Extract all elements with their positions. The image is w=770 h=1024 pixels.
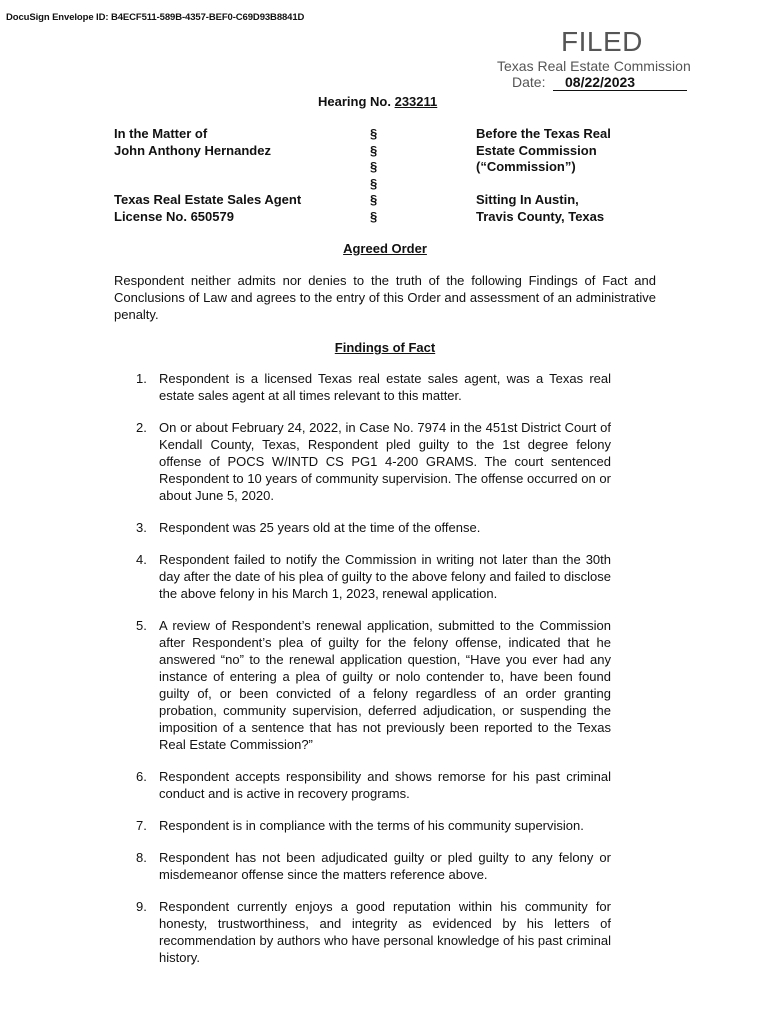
license-type: Texas Real Estate Sales Agent [114,192,302,207]
section-symbols [370,126,377,225]
hearing-label: Hearing No. [318,94,391,109]
hearing-number-line [318,94,437,109]
caption-right-line: Sitting In Austin, [476,192,579,207]
caption-tribunal [476,126,611,225]
respondent-name: John Anthony Hernandez [114,142,271,158]
caption-matter [114,126,301,225]
caption-right-line: Travis County, Texas [476,208,605,224]
caption-right-line: (“Commission”) [476,159,576,174]
section-symbol: § [370,192,378,207]
section-symbol: § [370,208,378,224]
filed-stamp-date-label: Date: [512,74,546,90]
finding-item: 5. A review of Respondent’s renewal application, submitted to the Commission after Respondent’s plea of guilty for the felony offense, indicated that he answered “no” to the renewal application question, “Have you ever had any instance of entering a plea of guilty or nolo contender to, have been found guilty of, or been convicted of a felony regardless of an order granting probation, community supervision, deferred adjudication, or suspending the imposition of a sentence that has not previously been reported to the Texas Real Estate Commission?” [136,618,611,752]
findings-title: Findings of Fact [334,340,436,355]
caption-right-line: Before the Texas Real [476,126,611,141]
section-symbol: § [370,142,378,158]
finding-item: 3. Respondent was 25 years old at the time of the offense. [136,520,481,535]
finding-item: 7. Respondent is in compliance with the terms of his community supervision. [136,818,584,833]
intro-paragraph: Respondent neither admits nor denies to the truth of the following Findings of Fact and Conclusions of Law and agrees to the entry of this Order and assessment of an administrative penalty. [114,273,656,322]
finding-item: 9. Respondent currently enjoys a good reputation within his community for honesty, trustworthiness, and integrity as evidenced by his letters of recommendation by authors who have personal knowledge of his past criminal history. [136,899,611,965]
finding-item: 4. Respondent failed to notify the Commission in writing not later than the 30th day after the date of his plea of guilty to the above felony and failed to disclose the above felony in his March 1, 2023, renewal application. [136,552,611,601]
section-symbol: § [370,175,378,191]
filed-stamp-title: FILED [561,26,643,57]
finding-item: 1. Respondent is a licensed Texas real estate sales agent, was a Texas real estate sales agent at all times relevant to this matter. [136,371,611,403]
envelope-id: DocuSign Envelope ID: B4ECF511-589B-4357-BEF0-C69D93B8841D [6,12,305,23]
filed-stamp-commission: Texas Real Estate Commission [497,58,691,74]
findings-list [114,370,611,981]
license-number: License No. 650579 [114,208,234,224]
section-symbol: § [370,126,378,141]
caption-right-line: Estate Commission [476,142,597,158]
hearing-number: 233211 [394,94,438,109]
section-symbol: § [370,159,378,174]
finding-item: 8. Respondent has not been adjudicated guilty or pled guilty to any felony or misdemeanor offense since the matters reference above. [136,850,611,882]
filed-stamp-date: 08/22/2023 [553,74,687,91]
caption-left-line: In the Matter of [114,126,208,141]
order-title: Agreed Order [343,241,427,256]
finding-item: 6. Respondent accepts responsibility and shows remorse for his past criminal conduct and is active in recovery programs. [136,769,611,801]
finding-item: 2. On or about February 24, 2022, in Case No. 7974 in the 451st District Court of Kendall County, Texas, Respondent pled guilty to the 1st degree felony offense of POCS W/INTD CS PG1 4-200 GRAMS. The court sentenced Respondent to 10 years of community supervision. The offense occurred on or about June 5, 2020. [136,420,611,503]
